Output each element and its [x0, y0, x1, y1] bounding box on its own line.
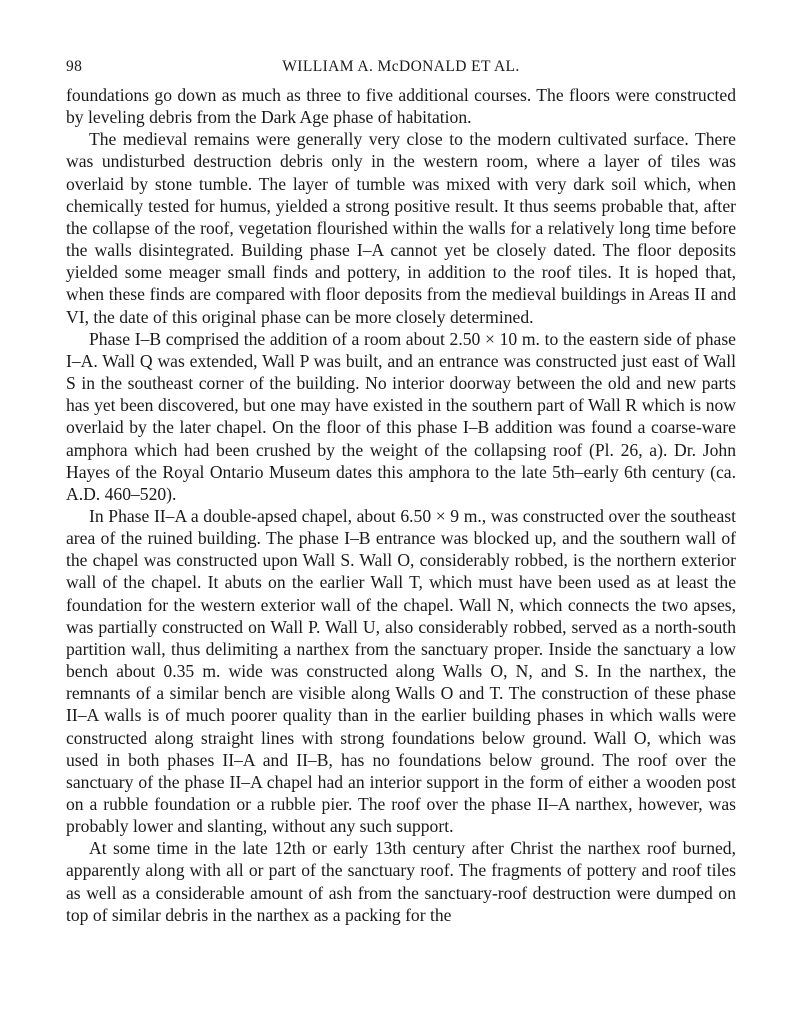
paragraph-medieval-remains: The medieval remains were generally very close to the modern cultivated surface. There was undisturbed destruction debris only in the western room, where a layer of tiles was overlaid by stone tumble. The layer of tumble was mixed with very dark soil which, when chemically tested for humus, yielded a strong positive result. It thus seems probable that, after the collapse of the roof, vegetation flourished within the walls for a relatively long time before the walls disintegrated. Building phase I–A cannot yet be closely dated. The floor deposits yielded some meager small finds and pottery, in addition to the roof tiles. It is hoped that, when these finds are compared with floor deposits from the medieval buildings in Areas II and VI, the date of this original phase can be more closely determined.	[66, 129, 736, 327]
paragraph-phase-ii-a: In Phase II–A a double-apsed chapel, about 6.50 × 9 m., was constructed over the southeast area of the ruined building. The phase I–B entrance was blocked up, and the southern wall of the chapel was constructed upon Wall S. Wall O, considerably robbed, is the northern exterior wall of the chapel. It abuts on the earlier Wall T, which must have been used as at least the foundation for the western exterior wall of the chapel. Wall N, which connects the two apses, was partially constructed on Wall P. Wall U, also considerably robbed, served as a north-south partition wall, thus delimiting a narthex from the sanctuary proper. Inside the sanctuary a low bench about 0.35 m. wide was constructed along Walls O, N, and S. In the narthex, the remnants of a similar bench are visible along Walls O and T. The construction of these phase II–A walls is of much poorer quality than in the earlier building phases in which walls were constructed along straight lines with strong foundations below ground. Wall O, which was used in both phases II–A and II–B, has no foundations below ground. The roof over the sanctuary of the phase II–A chapel had an interior support in the form of either a wooden post on a rubble foundation or a rubble pier. The roof over the phase II–A narthex, however, was probably lower and slanting, without any such support.	[66, 505, 736, 837]
body-text	[66, 84, 736, 926]
page	[66, 58, 736, 926]
paragraph-narthex-fire: At some time in the late 12th or early 13th century after Christ the narthex roof burned, apparently along with all or part of the sanctuary roof. The fragments of pottery and roof tiles as well as a considerable amount of ash from the sanctuary-roof destruction were dumped on top of similar debris in the narthex as a packing for the	[66, 838, 736, 925]
running-head	[66, 58, 736, 84]
paragraph-continuation: foundations go down as much as three to five additional courses. The floors were constructed by leveling debris from the Dark Age phase of habitation.	[66, 85, 736, 128]
running-title: WILLIAM A. McDONALD ET AL.	[282, 58, 520, 75]
page-number: 98	[66, 58, 83, 75]
paragraph-phase-i-b: Phase I–B comprised the addition of a room about 2.50 × 10 m. to the eastern side of phase I–A. Wall Q was extended, Wall P was built, and an entrance was constructed just east of Wall S in the southeast corner of the building. No interior doorway between the old and new parts has yet been discovered, but one may have existed in the southern part of Wall R which is now overlaid by the later chapel. On the floor of this phase I–B addition was found a coarse-ware amphora which had been crushed by the weight of the collapsing roof (Pl. 26, a). Dr. John Hayes of the Royal Ontario Museum dates this amphora to the late 5th–early 6th century (ca. A.D. 460–520).	[66, 328, 736, 504]
